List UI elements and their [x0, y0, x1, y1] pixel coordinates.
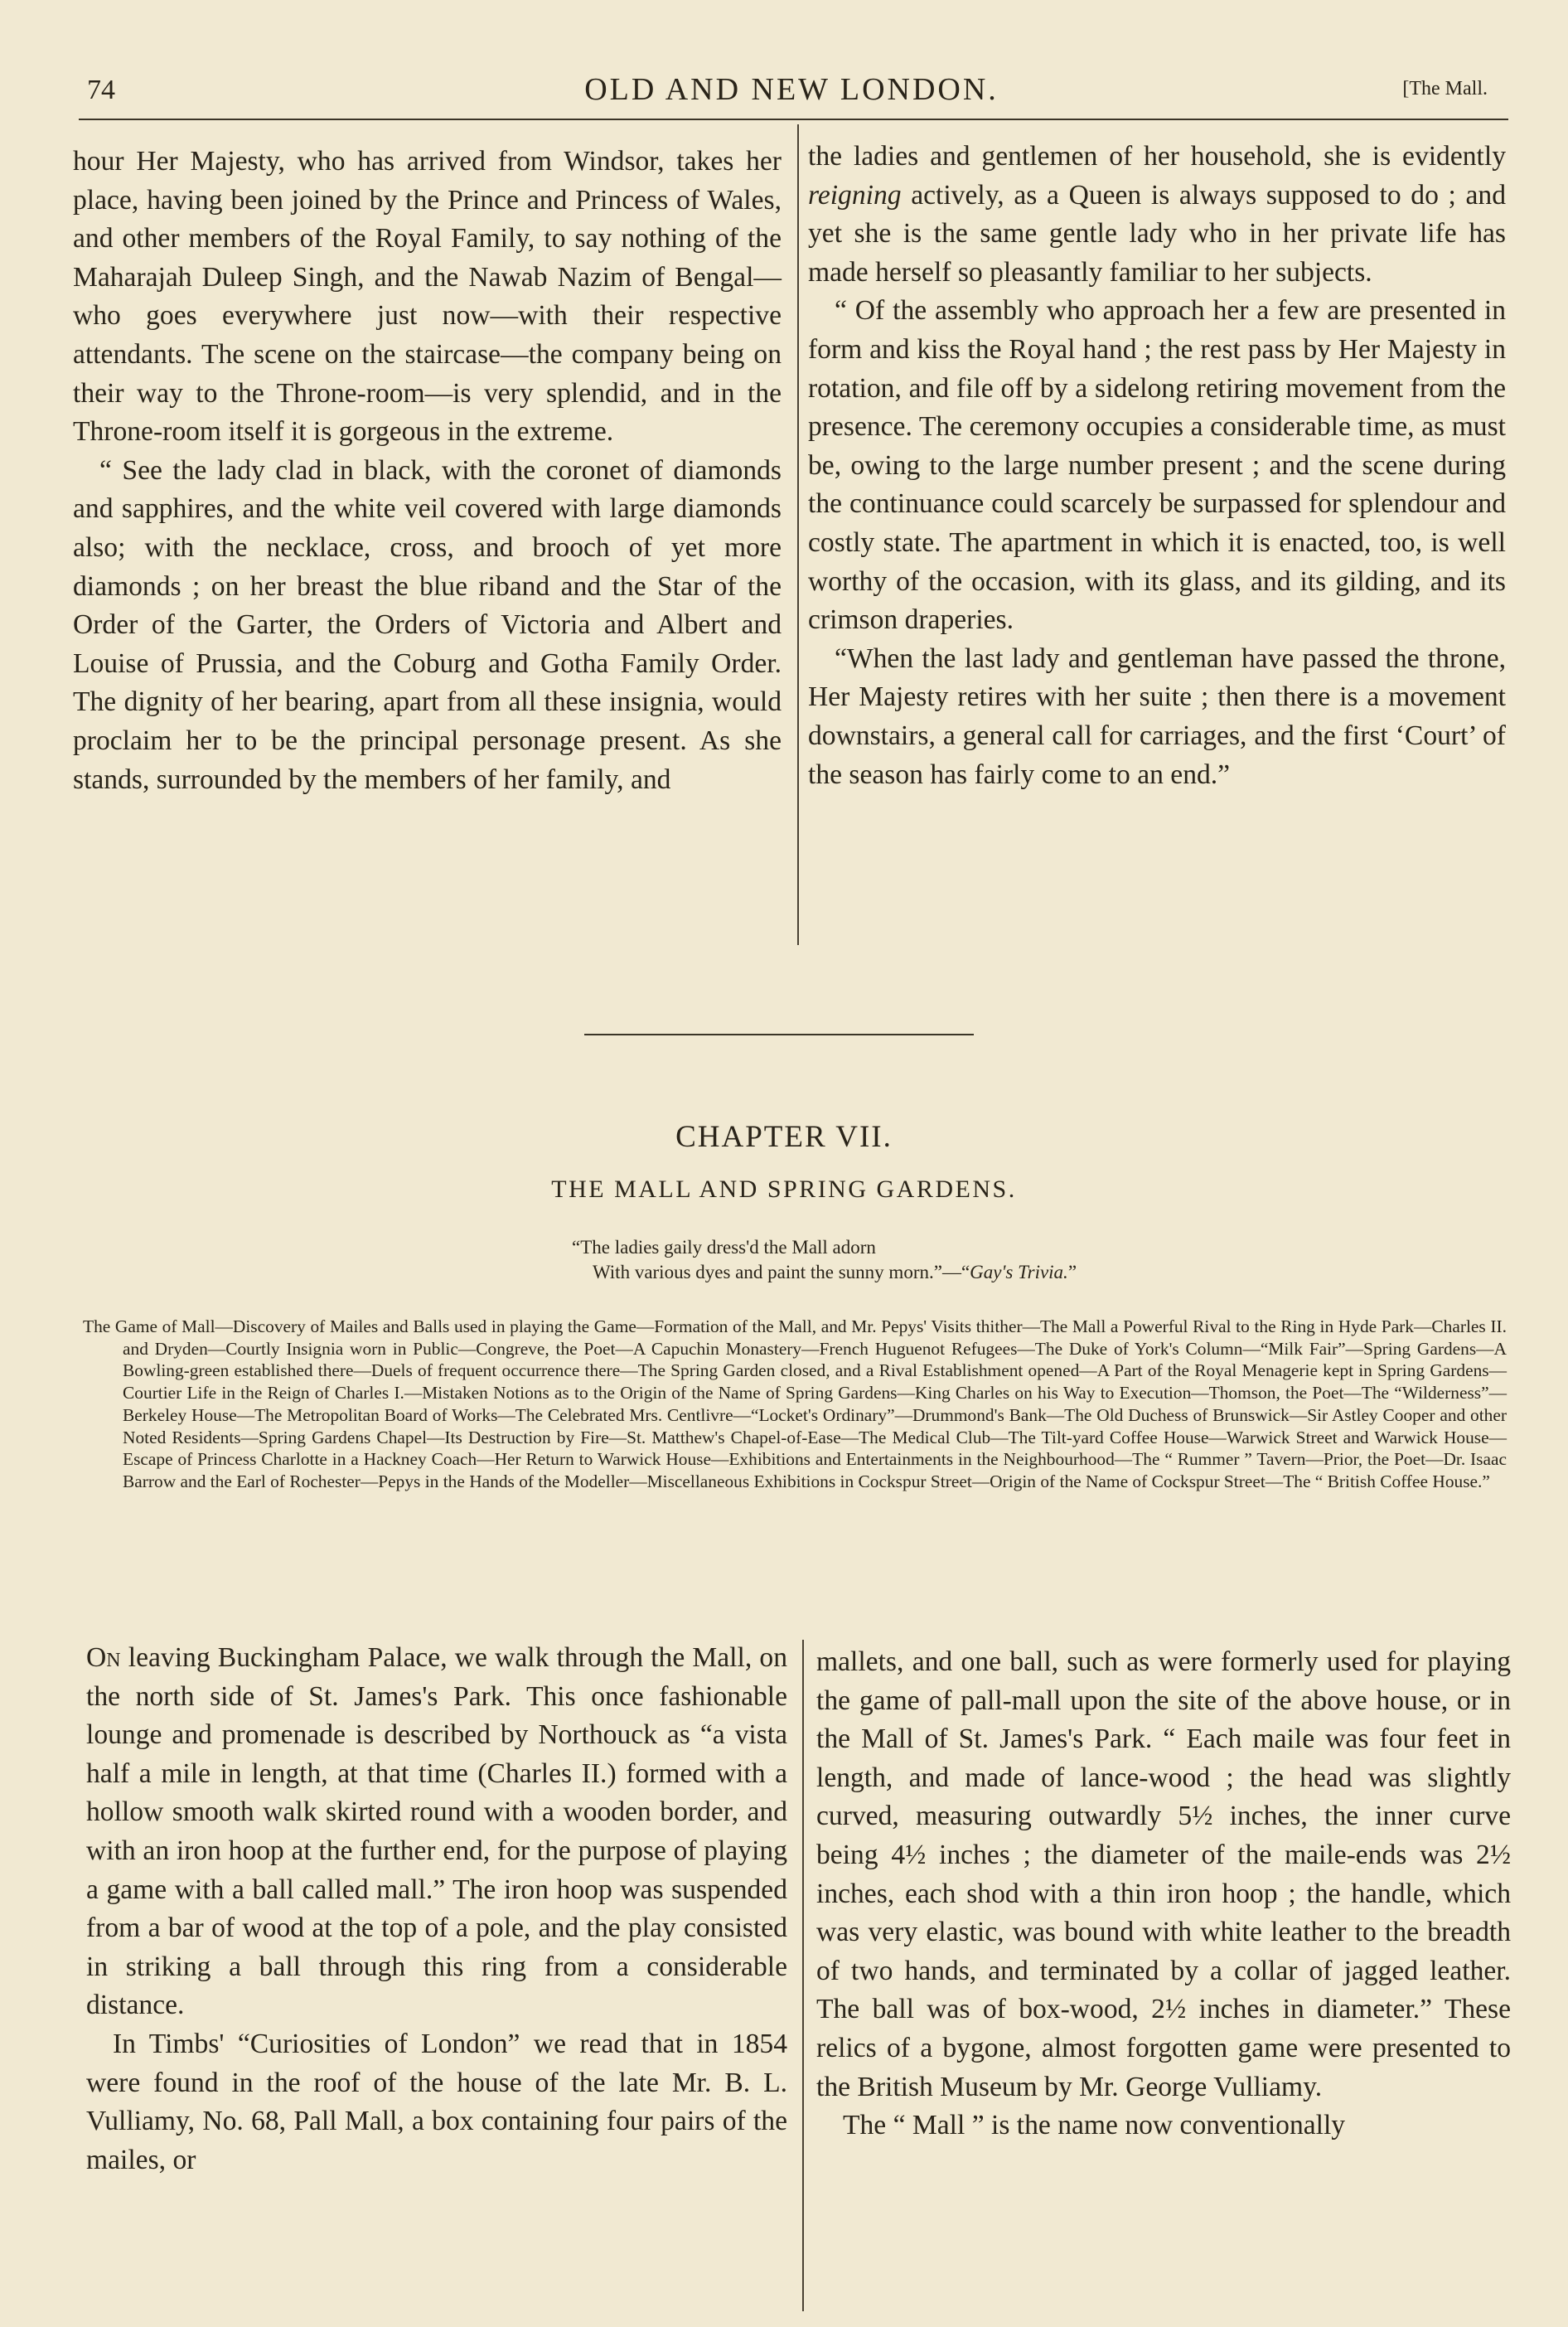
page-number: 74 — [87, 75, 115, 105]
text-run: leaving Buckingham Palace, we walk through the Mall, on the north side of St. James's Park. This once fashionable lounge and promenade is described by Northouck as “a vista half a mile in length, at that time (Charles II.) formed with a hollow smooth walk skirted round with a wooden border, and with an iron hoop at the further end, for the purpose of playing a game with a ball called mall.” The iron hoop was suspended from a bar of wood at the top of a pole, and the play consisted in striking a ball through this ring from a considerable distance. — [86, 1642, 787, 2021]
header-rule — [79, 119, 1508, 120]
paragraph: mallets, and one ball, such as were formerly used for playing the game of pall-mall upon the site of the above house, or in the Mall of St. James's Park. “ Each maile was four feet in length, and made of lance-wood ; the head was slightly curved, measuring outwardly 5½ inches, the inner curve being 4½ inches ; the diameter of the maile-ends was 2½ inches, each shod with a thin iron hoop ; the handle, which was very elastic, was bound with white leather to the breadth of two hands, and terminated by a collar of jagged leather. The ball was of box-wood, 2½ inches in diameter.” These relics of a bygone, almost forgotten game were presented to the British Museum by Mr. George Vulliamy. — [816, 1646, 1511, 2102]
epigraph-source: Gay's Trivia. — [970, 1262, 1068, 1282]
paragraph: The “ Mall ” is the name now conventionally — [843, 2110, 1346, 2141]
section-tag: [The Mall. — [1402, 78, 1488, 99]
bottom-right-column — [816, 1643, 1511, 2145]
drop-word: On — [86, 1642, 121, 1673]
paragraph: “ See the lady clad in black, with the coronet of diamonds and sapphires, and the white veil covered with large diamonds also; with the necklace, cross, and brooch of yet more diamonds ; on her breast the blue riband and the Star of the Order of the Garter, the Orders of Victoria and Albert and Louise of Prussia, and the Coburg and Gotha Family Order. The dignity of her bearing, apart from all these insignia, would proclaim her to be the principal personage present. As she stands, surrounded by the members of her family, and — [73, 454, 782, 795]
text-run: actively, as a Queen is always supposed to do ; and yet she is the same gentle lady who in her private life has made herself so pleasantly familiar to her subjects. — [808, 179, 1506, 288]
paragraph: In Timbs' “Curiosities of London” we read that in 1854 were found in the roof of the house of the late Mr. B. L. Vulliamy, No. 68, Pall Mall, a box containing four pairs of the mailes, or — [86, 2028, 787, 2175]
chapter-title: CHAPTER VII. — [675, 1120, 893, 1154]
chapter-synopsis: The Game of Mall—Discovery of Mailes and Balls used in playing the Game—Formation of the Mall, and Mr. Pepys' Visits thither—The Mall a Powerful Rival to the Ring in Hyde Park—Charles II. and Dryden—Courtly Insignia worn in Public—Congreve, the Poet—A Capuchin Monastery—French Huguenot Refugees—The Duke of York's Column—“Milk Fair”—Spring Gardens—A Bowling-green established there—Duels of frequent occurrence there—The Spring Garden closed, and a Rival Establishment opened—A Part of the Royal Menagerie kept in Spring Gardens—Courtier Life in the Reign of Charles I.—Mistaken Notions as to the Origin of the Name of Spring Gardens—King Charles on his Way to Execution—Thomson, the Poet—The “Wilderness”—Berkeley House—The Metropolitan Board of Works—The Celebrated Mrs. Centlivre—“Locket's Ordinary”—Drummond's Bank—The Old Duchess of Brunswick—Sir Astley Cooper and other Noted Residents—Spring Gardens Chapel—Its Destruction by Fire—St. Matthew's Chapel-of-Ease—The Medical Club—The Tilt-yard Coffee House—Warwick Street and Warwick House—Escape of Princess Charlotte in a Hackney Coach—Her Return to Warwick House—Exhibitions and Entertainments in the Neighbourhood—The “ Rummer ” Tavern—Prior, the Poet—Dr. Isaac Barrow and the Earl of Rochester—Pepys in the Hands of the Modeller—Miscellaneous Exhibitions in Cockspur Street—Origin of the Name of Cockspur Street—The “ British Coffee House.” — [83, 1316, 1507, 1491]
top-right-column — [808, 138, 1506, 794]
epigraph-line — [572, 1260, 1318, 1285]
paragraph — [808, 138, 1506, 292]
paragraph: “When the last lady and gentleman have passed the throne, Her Majesty retires with her suite ; then there is a movement downstairs, a general call for carriages, and the first ‘Court’ of the season has fairly come to an end.” — [808, 642, 1506, 790]
paragraph: “ Of the assembly who approach her a few are presented in form and kiss the Royal hand ; the rest pass by Her Majesty in rotation, and file off by a sidelong retiring movement from the presence. The ceremony occupies a considerable time, as must be, owing to the large number present ; and the scene during the continuance could scarcely be surpassed for splendour and costly state. The apartment in which it is enacted, too, is well worthy of the occasion, with its glass, and its gilding, and its crimson draperies. — [808, 295, 1506, 636]
epigraph-line: “The ladies gaily dress'd the Mall adorn — [572, 1237, 876, 1258]
paragraph: hour Her Majesty, who has arrived from Windsor, takes her place, having been joined by the Prince and Princess of Wales, and other members of the Royal Family, to say nothing of the Maharajah Duleep Singh, and the Nawab Nazim of Bengal—who goes everywhere just now—with their respective attendants. The scene on the staircase—the company being on their way to the Throne-room—is very splendid, and in the Throne-room itself it is gorgeous in the extreme. — [73, 146, 782, 448]
text-run: the ladies and gentlemen of her household, she is evidently — [808, 141, 1506, 172]
running-title: OLD AND NEW LONDON. — [584, 72, 999, 107]
text-run: ” — [1067, 1262, 1077, 1282]
paragraph — [86, 1639, 787, 2025]
bottom-left-column — [86, 1639, 787, 2179]
text-run: With various dyes and paint the sunny morn.”—“ — [593, 1262, 970, 1282]
column-divider-bottom — [802, 1640, 804, 2311]
section-separator — [584, 1034, 974, 1035]
top-left-column — [73, 143, 782, 799]
epigraph — [572, 1235, 1318, 1285]
running-head — [79, 68, 1504, 118]
column-divider-top — [797, 124, 799, 945]
chapter-subtitle: THE MALL AND SPRING GARDENS. — [551, 1176, 1017, 1203]
emphasis: reigning — [808, 179, 902, 211]
